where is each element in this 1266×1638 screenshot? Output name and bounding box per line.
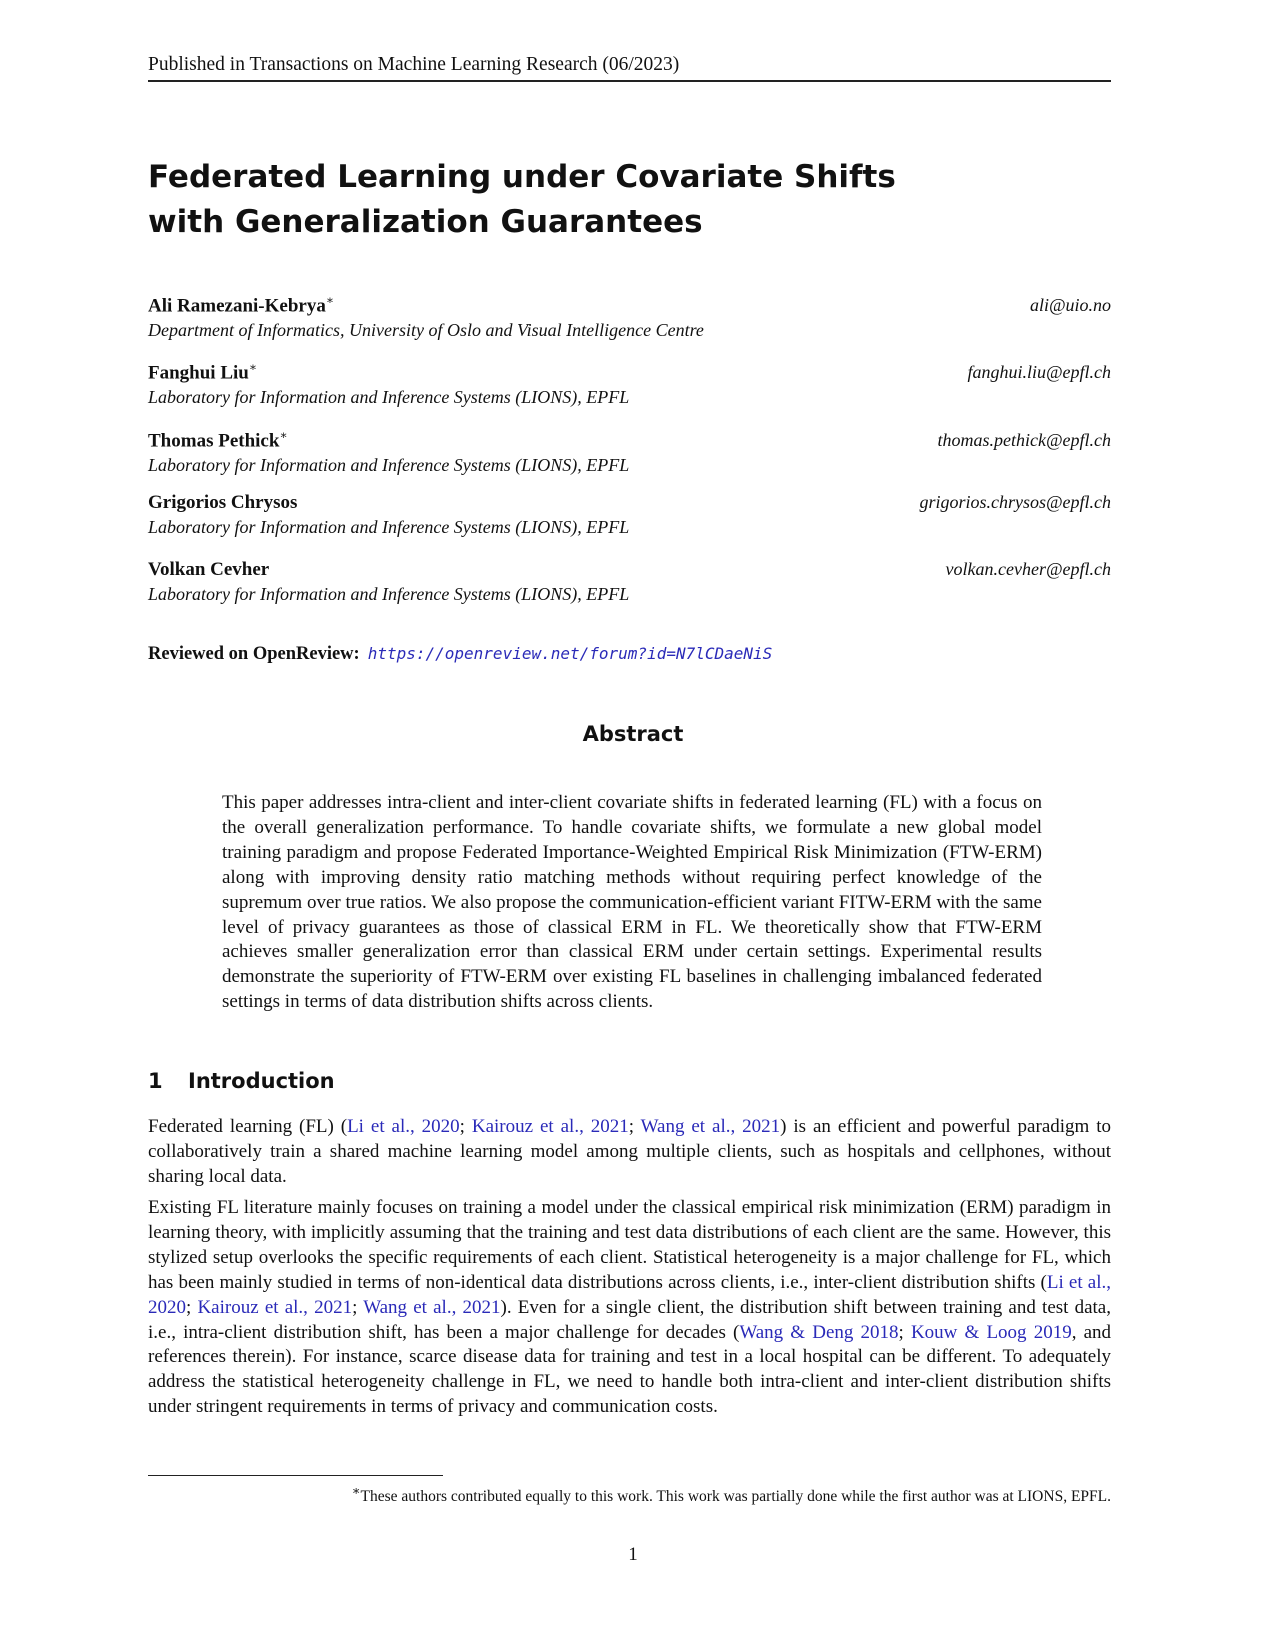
author-block <box>148 423 1111 477</box>
intro-paragraph-2: Existing FL literature mainly focuses on training a model under the classical empirical risk minimization (ERM) paradigm in learning theory, with implicitly assuming that the training and test data distributions of each client are the same. However, this stylized setup overlooks the specific requirements of each client. Statistical heterogeneity is a major challenge for FL, which has been mainly studied in terms of non-identical data distributions across clients, i.e., inter-client distribution shifts (Li et al., 2020; Kairouz et al., 2021; Wang et al., 2021). Even for a single client, the distribution shift between training and test data, i.e., intra-client distribution shift, has been a major challenge for decades (Wang & Deng 2018; Kouw & Loog 2019, and references therein). For instance, scarce disease data for training and test in a local hospital can be different. To adequately address the statistical heterogeneity challenge in FL, we need to handle both intra-client and inter-client distribution shifts under stringent requirements in terms of privacy and communication costs. <box>148 1197 1112 1418</box>
section-heading <box>148 1067 335 1095</box>
author-email[interactable]: grigorios.chrysos@epfl.ch <box>919 492 1111 512</box>
paper-title <box>148 155 1048 245</box>
author-affiliation: Laboratory for Information and Inference Systems (LIONS), EPFL <box>148 387 630 408</box>
title-line-2: with Generalization Guarantees <box>148 204 703 240</box>
citation-link[interactable]: Wang & Deng 2018 <box>739 1321 899 1343</box>
running-header: Published in Transactions on Machine Learning Research (06/2023) <box>148 54 680 75</box>
review-line <box>148 642 772 666</box>
title-line-1: Federated Learning under Covariate Shifts <box>148 159 896 195</box>
author-affiliation: Laboratory for Information and Inference Systems (LIONS), EPFL <box>148 584 630 604</box>
author-block <box>148 288 1111 342</box>
page-number: 1 <box>628 1544 638 1565</box>
author-name: Grigorios Chrysos <box>148 492 298 513</box>
abstract-text: This paper addresses intra-client and inter-client covariate shifts in federated learning (FL) with a focus on the overall generalization performance. To handle covariate shifts, we formulate a new global model training paradigm and propose Federated Importance-Weighted Empirical Risk Minimization (FTW-ERM) along with improving density ratio matching methods without requiring perfect knowledge of the supremum over true ratios. We also propose the communication-efficient variant FITW-ERM with the same level of privacy guarantees as those of classical ERM in FL. We theoretically show that FTW-ERM achieves smaller generalization error than classical ERM under certain settings. Experimental results demonstrate the superiority of FTW-ERM over existing FL baselines in challenging imbalanced federated settings in terms of data distribution shifts across clients. <box>222 792 1042 1013</box>
footnote: ∗These authors contributed equally to this work. This work was partially done while the first author was at LIONS, EPFL. <box>351 1483 1111 1506</box>
author-block <box>148 355 1111 409</box>
author-block <box>148 557 1111 606</box>
author-block <box>148 490 1111 539</box>
citation-link[interactable]: Kairouz et al., 2021 <box>471 1116 629 1137</box>
abstract-heading: Abstract <box>582 722 684 746</box>
author-email[interactable]: ali@uio.no <box>1029 295 1111 316</box>
citation-link[interactable]: Wang et al., 2021 <box>640 1116 781 1137</box>
citation-link[interactable]: Kouw & Loog 2019 <box>910 1321 1072 1343</box>
author-email[interactable]: volkan.cevher@epfl.ch <box>945 559 1111 579</box>
equal-contribution-mark: ∗ <box>248 360 258 374</box>
equal-contribution-mark: ∗ <box>325 293 334 307</box>
author-email[interactable]: thomas.pethick@epfl.ch <box>937 430 1111 451</box>
author-name: Ali Ramezani-Kebrya∗ <box>148 293 334 317</box>
author-name: Volkan Cevher <box>148 559 270 580</box>
author-affiliation: Department of Informatics, University of Oslo and Visual Intelligence Centre <box>148 320 704 341</box>
footnote-rule <box>148 1475 443 1476</box>
review-label: Reviewed on OpenReview: <box>148 644 360 664</box>
section-title: Introduction <box>188 1069 335 1093</box>
citation-link[interactable]: Wang et al., 2021 <box>363 1296 501 1318</box>
citation-link[interactable]: Li et al., 2020 <box>148 1271 1112 1318</box>
section-number: 1 <box>148 1069 163 1093</box>
intro-paragraph-1: Federated learning (FL) (Li et al., 2020; Kairouz et al., 2021; Wang et al., 2021) is an efficient and powerful paradigm to collaboratively train a shared machine learning model among multiple clients, such as hospitals and cellphones, without sharing local data. <box>148 1116 1112 1187</box>
author-name: Fanghui Liu∗ <box>148 360 258 384</box>
author-name: Thomas Pethick∗ <box>148 428 288 452</box>
header-rule <box>148 80 1111 82</box>
citation-link[interactable]: Kairouz et al., 2021 <box>197 1296 353 1318</box>
author-affiliation: Laboratory for Information and Inference Systems (LIONS), EPFL <box>148 517 630 537</box>
author-affiliation: Laboratory for Information and Inference Systems (LIONS), EPFL <box>148 455 630 476</box>
openreview-link[interactable]: https://openreview.net/forum?id=N7lCDaeNiS <box>367 644 773 663</box>
equal-contribution-mark: ∗ <box>279 428 288 442</box>
footnote-mark: ∗ <box>351 1483 361 1498</box>
author-email[interactable]: fanghui.liu@epfl.ch <box>967 362 1111 383</box>
citation-link[interactable]: Li et al., 2020 <box>347 1116 460 1137</box>
